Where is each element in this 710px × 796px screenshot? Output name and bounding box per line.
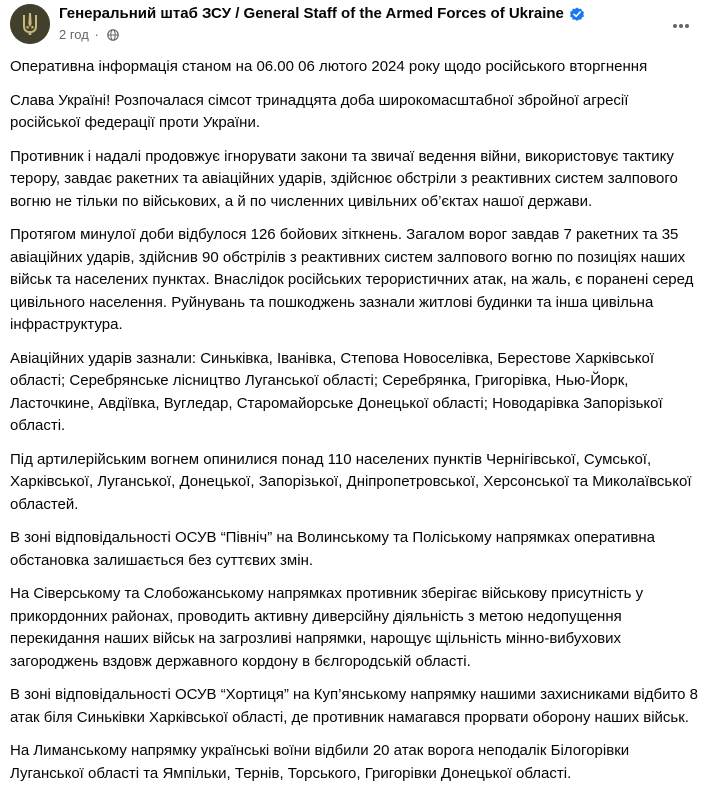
post-paragraph: Протягом минулої доби відбулося 126 бойових зіткнень. Загалом ворог завдав 7 ракетних та 35 авіаційних ударів, здійснив 90 обстрілів з реактивних систем залпового вогню по позиціях наших військ та населених пунктах. Внаслідок російських терористичних атак, на жаль, є поранені серед цивільного населення. Руйнувань та пошкоджень зазнали житлові будинки та інша цивільна інфраструктура.: [10, 226, 694, 333]
post-body: [10, 56, 702, 796]
post-timestamp[interactable]: 2 год: [59, 27, 89, 42]
post-paragraph: Під артилерійським вогнем опинилися понад 110 населених пунктів Чернігівської, Сумської, Харківської, Луганської, Донецької, Запорізької, Дніпропетровської, Херсонської та Миколаївської областей.: [10, 450, 692, 513]
post-paragraph: Слава Україні! Розпочалася сімсот тринадцята доба широкомасштабної збройної агресії російської федерації проти України.: [10, 91, 629, 131]
post-paragraph: Противник і надалі продовжує ігнорувати закони та звичаї ведення війни, використовує тактику терору, завдає ракетних та авіаційних ударів, здійснює обстріли з реактивних систем залпового вогню не тільки по військових, а й по численних цивільних об’єктах нашої держави.: [10, 147, 678, 210]
post-paragraph: Оперативна інформація станом на 06.00 06 лютого 2024 року щодо російського вторгнення: [10, 58, 648, 75]
post-paragraph: В зоні відповідальності ОСУВ “Хортиця” на Куп’янському напрямку нашими захисниками відбито 8 атак біля Синьківки Харківської області, де противник намагався прорвати оборону наших військ.: [10, 686, 699, 726]
author-name[interactable]: Генеральний штаб ЗСУ / General Staff of the Armed Forces of Ukraine: [59, 5, 564, 22]
more-horizontal-icon: [671, 16, 691, 36]
post-header: [0, 0, 710, 52]
trident-emblem-icon: [10, 4, 50, 44]
post-paragraph: На Лиманському напрямку українські воїни відбили 20 атак ворога неподалік Білогорівки Луганської області та Ямпільки, Тернів, Торського, Григорівки Донецької області.: [10, 742, 630, 782]
avatar[interactable]: [10, 4, 50, 44]
post-paragraph: В зоні відповідальності ОСУВ “Північ” на Волинському та Поліському напрямках оперативна обстановка залишається без суттєвих змін.: [10, 529, 656, 569]
meta-separator: ·: [94, 27, 99, 42]
post-meta: [59, 26, 119, 46]
globe-icon[interactable]: [107, 28, 119, 46]
more-options-button[interactable]: [663, 8, 699, 44]
verified-badge-icon: [569, 6, 585, 22]
post-paragraph: На Сіверському та Слобожанському напрямках противник зберігає військову присутність у прикордонних районах, проводить активну диверсійну діяльність з метою недопущення перекидання наших військ на загрозливі напрямки, нарощує щільність мінно-вибухових загороджень вздовж державного кордону в бєлгородській області.: [10, 585, 644, 670]
post-paragraph: Авіаційних ударів зазнали: Синьківка, Іванівка, Степова Новоселівка, Берестове Харківської області; Серебрянське лісництво Луганської області; Серебрянка, Григорівка, Нью-Йорк, Ласточкине, Авдіївка, Вугледар, Старомайорське Донецької області; Новодарівка Запорізької області.: [10, 349, 663, 434]
